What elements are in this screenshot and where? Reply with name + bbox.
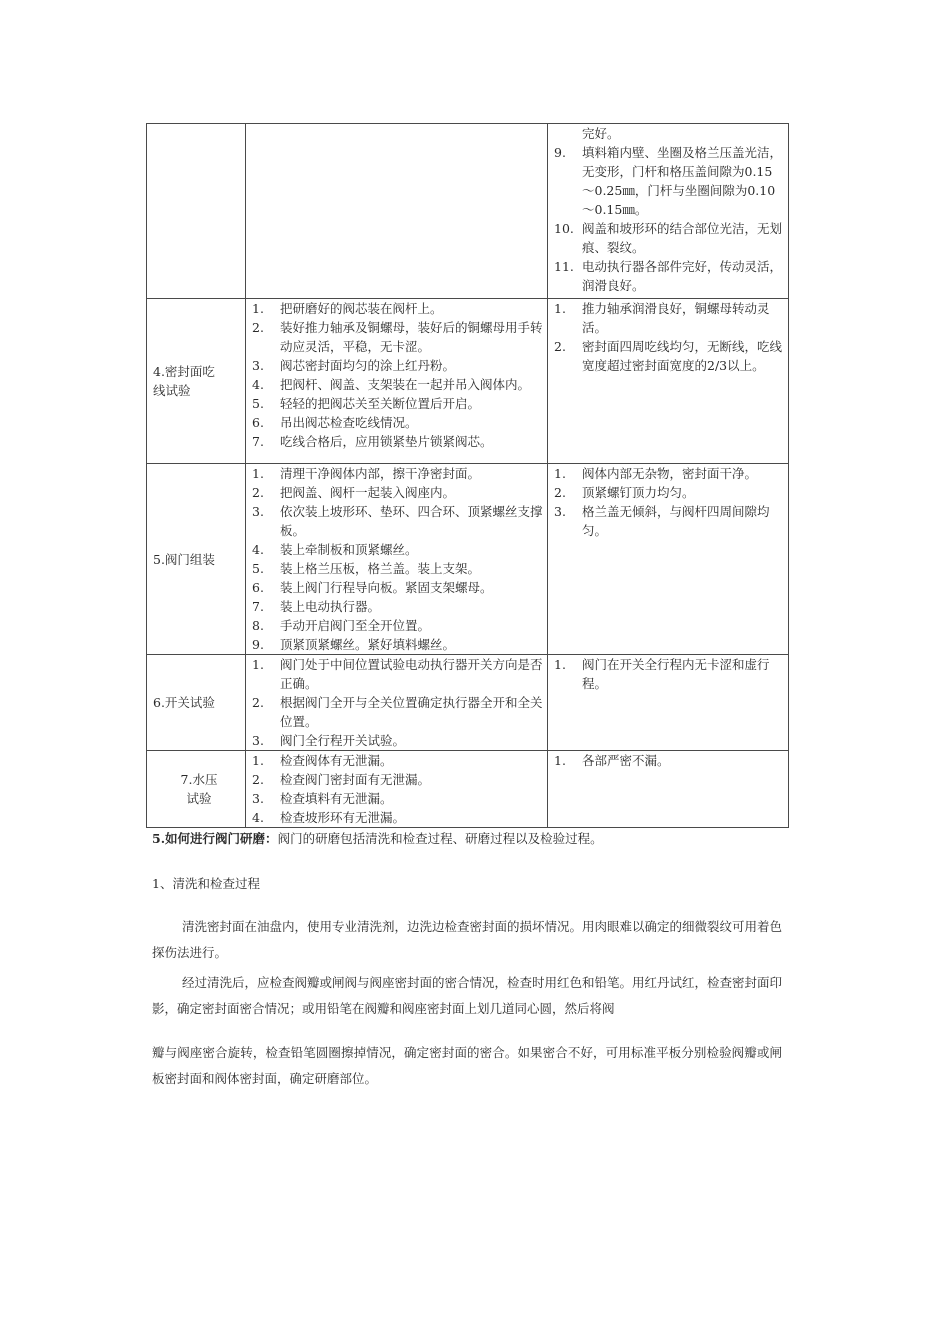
item-number: 1. (252, 657, 264, 672)
list-item (554, 655, 788, 693)
item-text: 装上牵制板和顶紧螺丝。 (280, 542, 418, 557)
list-item (554, 464, 788, 483)
stage-label: 6.开关试验 (153, 695, 215, 710)
item-number: 9. (252, 637, 264, 652)
item-text: 轻轻的把阀芯关至关断位置后开启。 (280, 396, 481, 411)
item-text: 检查填料有无泄漏。 (280, 791, 393, 806)
item-number: 1. (252, 301, 264, 316)
item-number: 10. (554, 221, 574, 236)
table-row (147, 751, 789, 828)
list-item (554, 502, 788, 540)
item-text: 完好。 (582, 126, 620, 141)
item-text: 把研磨好的阀芯装在阀杆上。 (280, 301, 443, 316)
paragraph-3: 瓣与阀座密合旋转，检查铅笔圆圈擦掉情况，确定密封面的密合。如果密合不好，可用标准平板分别检验阀瓣或闸板密封面和阀体密封面，确定研磨部位。 (152, 1045, 782, 1086)
item-text: 阀体内部无杂物，密封面干净。 (582, 466, 758, 481)
item-number: 2. (252, 320, 264, 335)
list-item (252, 318, 547, 356)
list-item (554, 751, 788, 770)
item-text: 吊出阀芯检查吃线情况。 (280, 415, 418, 430)
list-item (252, 413, 547, 432)
stage-cell (147, 464, 246, 655)
item-text: 顶紧螺钉顶力均匀。 (582, 485, 695, 500)
question-line (152, 829, 603, 847)
table-row (147, 124, 789, 299)
item-text: 电动执行器各部件完好，传动灵活，润滑良好。 (582, 259, 783, 293)
item-number: 1. (554, 466, 566, 481)
list-item (252, 635, 547, 654)
item-text: 把阀杆、阀盖、支架装在一起并吊入阀体内。 (280, 377, 531, 392)
item-number: 6. (252, 415, 264, 430)
item-number: 3. (252, 733, 264, 748)
stage-label: 4.密封面吃 线试验 (153, 364, 215, 398)
standards-cell (548, 751, 789, 828)
list-item (252, 616, 547, 635)
standards-cell (548, 124, 789, 299)
item-text: 装好推力轴承及铜螺母，装好后的铜螺母用手转动应灵活，平稳，无卡涩。 (280, 320, 543, 354)
item-number: 5. (252, 561, 264, 576)
item-number: 1. (554, 753, 566, 768)
item-number: 2. (252, 485, 264, 500)
standards-cell (548, 655, 789, 751)
item-number: 1. (252, 466, 264, 481)
list-item (252, 540, 547, 559)
item-text: 填料箱内壁、坐圈及格兰压盖光洁，无变形，门杆和格压盖间隙为0.15～0.25㎜，门杆与坐圈间隙为0.10～0.15㎜。 (582, 145, 783, 217)
table-row (147, 655, 789, 751)
item-number (554, 124, 582, 143)
steps-cell (246, 464, 548, 655)
item-number: 6. (252, 580, 264, 595)
stage-cell (147, 751, 246, 828)
list-item (252, 578, 547, 597)
item-number: 3. (252, 358, 264, 373)
item-text: 顶紧顶紧螺丝。紧好填料螺丝。 (280, 637, 456, 652)
item-text: 阀门在开关全行程内无卡涩和虚行程。 (582, 657, 770, 691)
item-number: 11. (554, 259, 574, 274)
list-item (554, 257, 788, 295)
item-number: 1. (554, 657, 566, 672)
standards-cell (548, 464, 789, 655)
stage-cell (147, 124, 246, 299)
list-item (252, 299, 547, 318)
stage-cell (147, 655, 246, 751)
item-text: 装上电动执行器。 (280, 599, 381, 614)
item-number: 4. (252, 542, 264, 557)
stage-label: 5.阀门组装 (153, 551, 215, 567)
paragraph-2: 经过清洗后，应检查阀瓣或闸阀与阀座密封面的密合情况，检查时用红色和铅笔。用红丹试红，检查密封面印影，确定密封面密合情况；或用铅笔在阀瓣和阀座密封面上划几道同心圆，然后将阀 (152, 975, 783, 1016)
list-item (554, 143, 788, 219)
item-text: 检查坡形环有无泄漏。 (280, 810, 406, 825)
steps-cell (246, 124, 548, 299)
item-number: 2. (554, 339, 566, 354)
item-text: 阀芯密封面均匀的涂上红丹粉。 (280, 358, 456, 373)
list-item (252, 789, 547, 808)
list-item (252, 693, 547, 731)
list-item (252, 597, 547, 616)
list-item (252, 751, 547, 770)
item-text: 密封面四周吃线均匀，无断线，吃线宽度超过密封面宽度的2/3以上。 (582, 339, 783, 373)
list-item (252, 502, 547, 540)
item-text: 阀盖和坡形环的结合部位光洁，无划痕、裂纹。 (582, 221, 783, 255)
list-item (252, 356, 547, 375)
item-text: 各部严密不漏。 (582, 753, 670, 768)
list-item (252, 432, 547, 451)
item-text: 装上格兰压板，格兰盖。装上支架。 (280, 561, 481, 576)
item-number: 7. (252, 434, 264, 449)
item-text: 吃线合格后，应用锁紧垫片锁紧阀芯。 (280, 434, 493, 449)
item-number: 2. (554, 485, 566, 500)
table-row (147, 464, 789, 655)
item-number: 7. (252, 599, 264, 614)
item-number: 4. (252, 810, 264, 825)
item-number: 3. (554, 504, 566, 519)
list-item (252, 731, 547, 750)
standards-cell (548, 299, 789, 464)
table-row (147, 299, 789, 464)
section-heading: 1、清洗和检查过程 (152, 876, 260, 891)
item-number: 3. (252, 504, 264, 519)
question-label: 5.如何进行阀门研磨： (152, 831, 278, 846)
item-text: 装上阀门行程导向板。紧固支架螺母。 (280, 580, 493, 595)
list-item (554, 483, 788, 502)
item-number: 8. (252, 618, 264, 633)
item-number: 4. (252, 377, 264, 392)
item-number: 1. (252, 753, 264, 768)
list-item (252, 394, 547, 413)
item-number: 9. (554, 145, 566, 160)
item-text: 检查阀体有无泄漏。 (280, 753, 393, 768)
question-text: 阀门的研磨包括清洗和检查过程、研磨过程以及检验过程。 (277, 831, 603, 846)
list-item (252, 808, 547, 827)
item-text: 把阀盖、阀杆一起装入阀座内。 (280, 485, 456, 500)
list-item (554, 299, 788, 337)
list-item (252, 375, 547, 394)
item-text: 手动开启阀门至全开位置。 (280, 618, 431, 633)
item-number: 3. (252, 791, 264, 806)
stage-label: 7.水压 试验 (180, 772, 218, 806)
list-item (554, 124, 788, 143)
list-item (252, 559, 547, 578)
item-number: 1. (554, 301, 566, 316)
item-text: 阀门处于中间位置试验电动执行器开关方向是否正确。 (280, 657, 543, 691)
item-text: 阀门全行程开关试验。 (280, 733, 406, 748)
item-number: 2. (252, 772, 264, 787)
item-text: 清理干净阀体内部，擦干净密封面。 (280, 466, 481, 481)
item-number: 2. (252, 695, 264, 710)
item-text: 依次装上坡形环、垫环、四合环、顶紧螺丝支撑板。 (280, 504, 543, 538)
stage-cell (147, 299, 246, 464)
item-text: 推力轴承润滑良好，铜螺母转动灵活。 (582, 301, 770, 335)
steps-cell (246, 299, 548, 464)
item-number: 5. (252, 396, 264, 411)
list-item (554, 337, 788, 375)
list-item (554, 219, 788, 257)
list-item (252, 770, 547, 789)
item-text: 格兰盖无倾斜，与阀杆四周间隙均匀。 (582, 504, 770, 538)
steps-cell (246, 751, 548, 828)
list-item (252, 655, 547, 693)
item-text: 检查阀门密封面有无泄漏。 (280, 772, 431, 787)
valve-maintenance-table (146, 123, 789, 828)
list-item (252, 464, 547, 483)
steps-cell (246, 655, 548, 751)
paragraph-1: 清洗密封面在油盘内，使用专业清洗剂，边洗边检查密封面的损坏情况。用肉眼难以确定的细微裂纹可用着色探伤法进行。 (152, 919, 783, 960)
item-text: 根据阀门全开与全关位置确定执行器全开和全关位置。 (280, 695, 543, 729)
list-item (252, 483, 547, 502)
